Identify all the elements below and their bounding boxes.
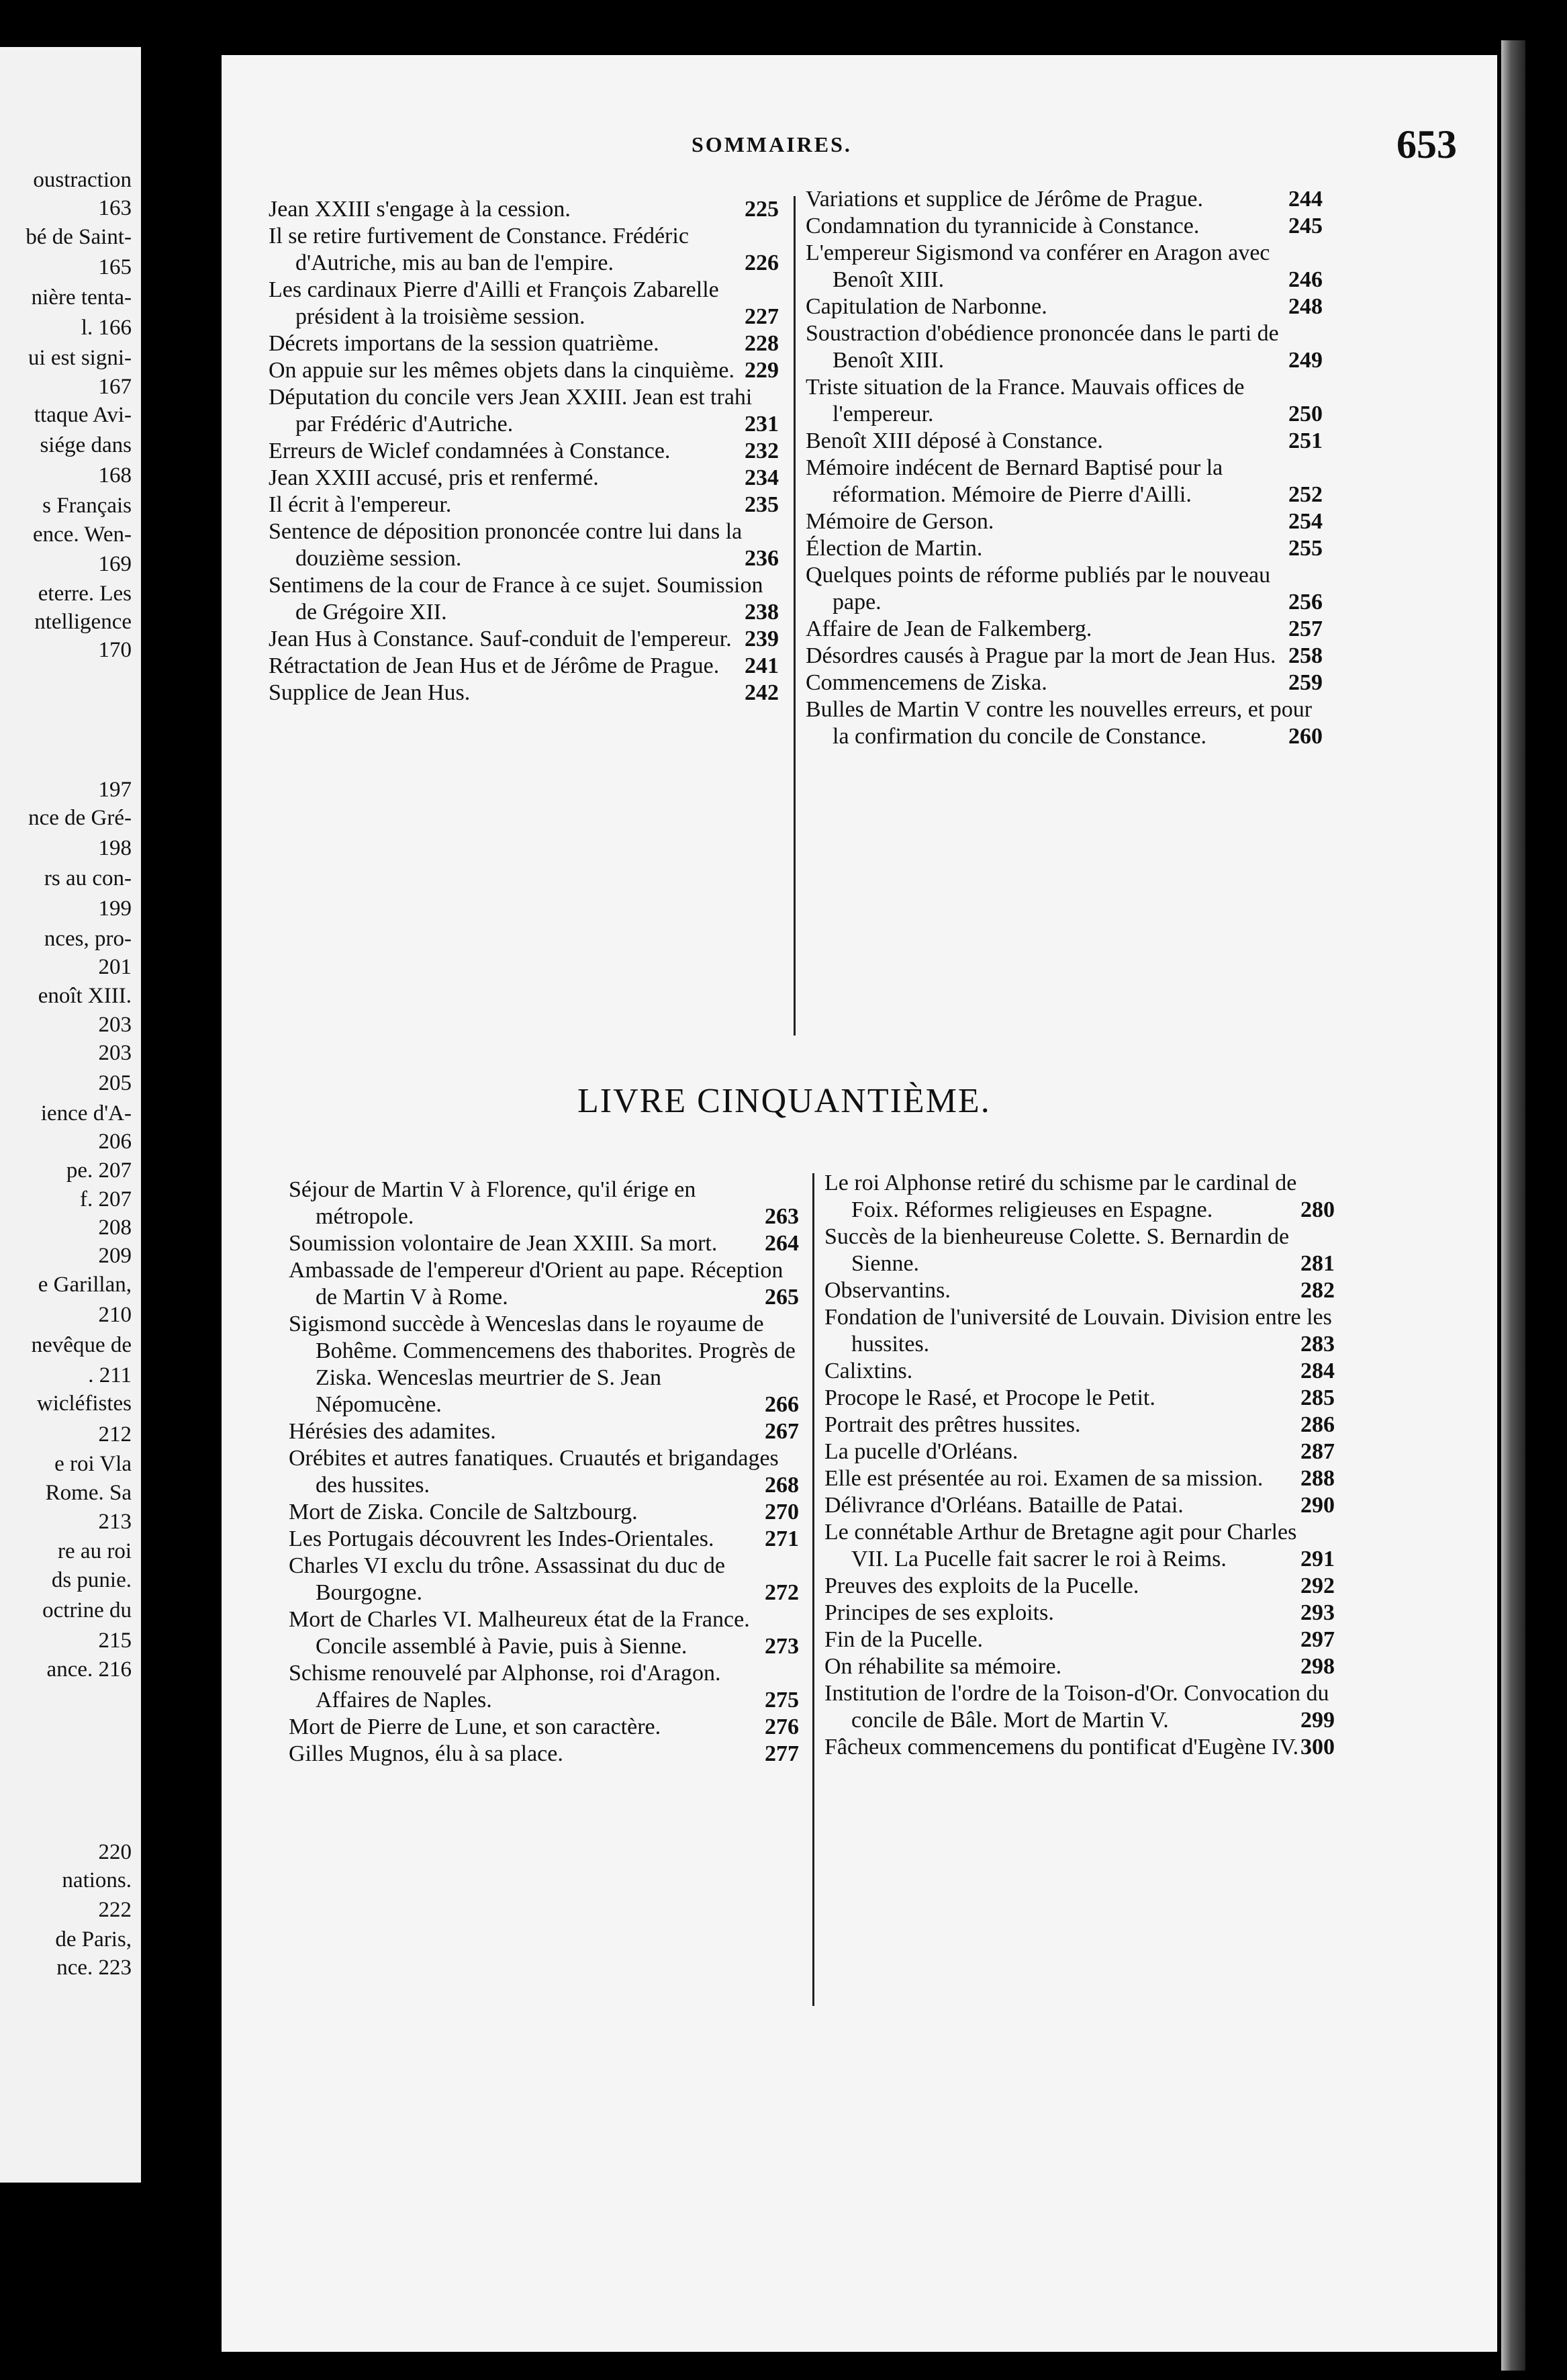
toc-entry-text: Preuves des exploits de la Pucelle.	[824, 1573, 1139, 1598]
facing-page-text: 209	[98, 1244, 132, 1268]
toc-entry-page: 245	[1288, 214, 1323, 238]
toc-entry-text: Succès de la bienheureuse Colette. S. Bernardin de Sienne.	[824, 1224, 1290, 1276]
toc-entry-text: Il se retire furtivement de Constance. Frédéric d'Autriche, mis au ban de l'empire.	[269, 224, 689, 275]
toc-entry-page: 268	[765, 1473, 799, 1498]
toc-entry	[269, 492, 779, 518]
toc-entry-page: 242	[745, 680, 779, 705]
facing-page-text: . 211	[88, 1363, 132, 1387]
toc-entry	[269, 626, 779, 653]
toc-entry-page: 236	[745, 546, 779, 571]
toc-entry-text: Sentimens de la cour de France à ce sujet. Soumission de Grégoire XII.	[269, 573, 763, 625]
toc-entry-page: 227	[745, 304, 779, 329]
book-title: LIVRE CINQUANTIÈME.	[577, 1082, 991, 1120]
toc-entry-page: 263	[765, 1204, 799, 1229]
toc-entry-text: Elle est présentée au roi. Examen de sa mission.	[824, 1466, 1264, 1491]
toc-entry-text: On appuie sur les mêmes objets dans la cinquième.	[269, 358, 734, 383]
toc-entry	[824, 1438, 1335, 1465]
toc-entry-text: Affaire de Jean de Falkemberg.	[806, 616, 1092, 641]
toc-entry	[269, 518, 779, 572]
toc-entry-text: Hérésies des adamites.	[289, 1419, 496, 1444]
toc-entry-page: 293	[1300, 1600, 1335, 1625]
toc-entry	[289, 1257, 799, 1311]
toc-entry-text: Mémoire indécent de Bernard Baptisé pour la réformation. Mémoire de Pierre d'Ailli.	[806, 455, 1223, 507]
page-header	[222, 122, 1497, 173]
facing-page-text: 165	[98, 255, 132, 279]
toc-entry-text: Le connétable Arthur de Bretagne agit pour Charles VII. La Pucelle fait sacrer le roi à Reims.	[824, 1520, 1297, 1571]
facing-page-text: f. 207	[80, 1187, 132, 1211]
toc-entry	[824, 1492, 1335, 1519]
toc-column-top-right	[806, 186, 1323, 750]
toc-entry-page: 284	[1300, 1359, 1335, 1383]
facing-page-text: 201	[98, 955, 132, 979]
facing-page-text: pe. 207	[66, 1158, 132, 1183]
toc-entry-page: 291	[1300, 1547, 1335, 1571]
facing-page-text: ance. 216	[46, 1657, 132, 1682]
toc-entry-page: 252	[1288, 482, 1323, 507]
toc-entry-text: Schisme renouvelé par Alphonse, roi d'Aragon. Affaires de Naples.	[289, 1661, 721, 1712]
toc-entry-page: 270	[765, 1500, 799, 1524]
toc-entry-text: Mort de Ziska. Concile de Saltzbourg.	[289, 1500, 638, 1524]
toc-entry-text: Condamnation du tyrannicide à Constance.	[806, 214, 1200, 238]
toc-entry-text: Calixtins.	[824, 1359, 913, 1383]
facing-page-text: ntelligence	[34, 610, 132, 634]
facing-page-text: 205	[98, 1071, 132, 1095]
toc-entry	[824, 1573, 1335, 1600]
toc-entry	[289, 1741, 799, 1768]
toc-entry-page: 231	[745, 412, 779, 437]
facing-page-text: 163	[98, 196, 132, 220]
toc-entry-text: Désordres causés à Prague par la mort de Jean Hus.	[806, 643, 1276, 668]
facing-page-text: ience d'A-	[40, 1101, 132, 1126]
toc-entry-page: 271	[765, 1526, 799, 1551]
toc-entry-page: 285	[1300, 1385, 1335, 1410]
toc-entry-text: Jean XXIII accusé, pris et renfermé.	[269, 465, 599, 490]
facing-page-text: wicléfistes	[36, 1391, 132, 1416]
toc-entry-page: 300	[1300, 1735, 1335, 1759]
toc-entry-text: Ambassade de l'empereur d'Orient au pape. Réception de Martin V à Rome.	[289, 1258, 784, 1310]
toc-entry-text: Le roi Alphonse retiré du schisme par le cardinal de Foix. Réformes religieuses en Espagne.	[824, 1171, 1297, 1222]
toc-entry	[806, 616, 1323, 643]
toc-entry-page: 229	[745, 358, 779, 383]
facing-page-text: nces, pro-	[44, 927, 132, 951]
facing-page-text: ui est signi-	[28, 346, 132, 370]
facing-page-text: 203	[98, 1041, 132, 1065]
toc-entry-text: On réhabilite sa mémoire.	[824, 1654, 1062, 1679]
toc-entry	[824, 1680, 1335, 1734]
toc-entry-text: Sigismond succède à Wenceslas dans le royaume de Bohême. Commencemens des thaborites. Progrès de Ziska. Wenceslas meurtrier de S. Jean Népomucène.	[289, 1312, 796, 1417]
toc-entry	[806, 508, 1323, 535]
toc-entry-page: 256	[1288, 590, 1323, 614]
facing-page-text: 210	[98, 1303, 132, 1327]
toc-entry	[806, 455, 1323, 508]
toc-entry-text: Les cardinaux Pierre d'Ailli et François Zabarelle président à la troisième session.	[269, 277, 719, 329]
facing-page-text: ttaque Avi-	[34, 403, 132, 427]
toc-entry-page: 249	[1288, 348, 1323, 373]
toc-entry-page: 259	[1288, 670, 1323, 695]
toc-entry-text: Charles VI exclu du trône. Assassinat du duc de Bourgogne.	[289, 1553, 725, 1605]
toc-entry-text: Délivrance d'Orléans. Bataille de Patai.	[824, 1493, 1184, 1518]
running-title: SOMMAIRES.	[692, 132, 852, 156]
facing-page-text: de Paris,	[55, 1927, 132, 1952]
facing-page-text: 212	[98, 1422, 132, 1447]
toc-entry	[806, 670, 1323, 696]
facing-page-text: eterre. Les	[38, 582, 132, 606]
facing-page-text: rs au con-	[44, 866, 132, 890]
toc-entry	[269, 196, 779, 223]
toc-entry	[269, 357, 779, 384]
toc-entry-text: Bulles de Martin V contre les nouvelles erreurs, et pour la confirmation du concile de Constance.	[806, 697, 1313, 749]
facing-page-text: e Garillan,	[38, 1273, 132, 1297]
toc-entry-text: Fâcheux commencemens du pontificat d'Eugène IV.	[824, 1735, 1299, 1759]
facing-page-text: Rome. Sa	[45, 1481, 132, 1505]
toc-entry-page: 244	[1288, 187, 1323, 212]
toc-entry-text: Les Portugais découvrent les Indes-Orientales.	[289, 1526, 714, 1551]
toc-entry-page: 225	[745, 197, 779, 222]
toc-entry-text: Rétractation de Jean Hus et de Jérôme de Prague.	[269, 653, 720, 678]
toc-entry-page: 286	[1300, 1412, 1335, 1437]
toc-entry-page: 297	[1300, 1627, 1335, 1652]
toc-entry	[824, 1412, 1335, 1438]
toc-entry	[289, 1230, 799, 1257]
toc-entry	[806, 186, 1323, 213]
toc-entry	[289, 1445, 799, 1499]
toc-entry-page: 241	[745, 653, 779, 678]
toc-entry-page: 282	[1300, 1278, 1335, 1303]
facing-page-text: ence. Wen-	[33, 522, 132, 547]
toc-entry-page: 273	[765, 1634, 799, 1659]
toc-entry-page: 232	[745, 439, 779, 463]
facing-page-text: nière tenta-	[31, 285, 132, 310]
toc-entry	[289, 1177, 799, 1230]
facing-page-text: 170	[98, 638, 132, 662]
toc-entry-page: 275	[765, 1688, 799, 1712]
toc-entry-text: Variations et supplice de Jérôme de Prague.	[806, 187, 1203, 212]
toc-entry	[806, 428, 1323, 455]
toc-entry	[824, 1653, 1335, 1680]
toc-entry-text: La pucelle d'Orléans.	[824, 1439, 1018, 1464]
toc-entry-page: 299	[1300, 1708, 1335, 1733]
toc-entry-page: 288	[1300, 1466, 1335, 1491]
facing-page-text: 222	[98, 1898, 132, 1922]
toc-entry-page: 283	[1300, 1332, 1335, 1357]
facing-page-text: re au roi	[58, 1539, 132, 1563]
toc-entry	[806, 240, 1323, 293]
toc-entry	[806, 562, 1323, 616]
toc-entry-text: Triste situation de la France. Mauvais offices de l'empereur.	[806, 375, 1245, 426]
toc-entry-page: 276	[765, 1714, 799, 1739]
facing-page-text: 167	[98, 375, 132, 399]
toc-entry-page: 298	[1300, 1654, 1335, 1679]
toc-entry	[289, 1606, 799, 1660]
toc-entry	[806, 213, 1323, 240]
toc-column-bottom-left	[289, 1177, 799, 1768]
toc-entry-page: 248	[1288, 294, 1323, 319]
toc-entry	[806, 696, 1323, 750]
toc-entry	[824, 1385, 1335, 1412]
toc-entry-page: 239	[745, 627, 779, 651]
toc-column-top-left	[269, 196, 779, 706]
facing-page-text: oustraction	[33, 168, 132, 192]
toc-entry	[289, 1311, 799, 1418]
toc-entry	[824, 1224, 1335, 1277]
toc-entry	[289, 1418, 799, 1445]
toc-entry-text: Principes de ses exploits.	[824, 1600, 1054, 1625]
toc-entry	[824, 1170, 1335, 1224]
toc-entry-page: 257	[1288, 616, 1323, 641]
toc-entry-text: Députation du concile vers Jean XXIII. Jean est trahi par Frédéric d'Autriche.	[269, 385, 753, 437]
toc-entry-text: Mémoire de Gerson.	[806, 509, 994, 534]
toc-entry	[269, 572, 779, 626]
facing-page-text: nations.	[62, 1868, 132, 1892]
toc-entry-page: 255	[1288, 536, 1323, 561]
facing-page-text: ds punie.	[51, 1568, 132, 1592]
facing-page-text: enoît XIII.	[38, 984, 132, 1008]
toc-entry-page: 290	[1300, 1493, 1335, 1518]
facing-page-text: 199	[98, 897, 132, 921]
toc-entry-page: 260	[1288, 724, 1323, 749]
toc-entry-page: 235	[745, 492, 779, 517]
toc-entry-page: 267	[765, 1419, 799, 1444]
toc-entry-text: Jean XXIII s'engage à la cession.	[269, 197, 571, 222]
toc-entry	[806, 293, 1323, 320]
toc-entry	[269, 680, 779, 706]
facing-page-text: 213	[98, 1510, 132, 1534]
toc-entry	[806, 320, 1323, 374]
facing-page-text: 197	[98, 778, 132, 802]
toc-entry-page: 254	[1288, 509, 1323, 534]
toc-entry	[269, 277, 779, 330]
facing-page-text: nce. 223	[56, 1956, 132, 1980]
toc-entry-text: Observantins.	[824, 1278, 951, 1303]
toc-entry-page: 226	[745, 250, 779, 275]
toc-entry-page: 281	[1300, 1251, 1335, 1276]
toc-entry	[824, 1519, 1335, 1573]
toc-entry-text: Institution de l'ordre de la Toison-d'Or. Convocation du concile de Bâle. Mort de Martin V.	[824, 1681, 1329, 1733]
toc-entry	[824, 1600, 1335, 1627]
book-fore-edge	[1501, 40, 1525, 2371]
toc-entry-text: Erreurs de Wiclef condamnées à Constance.	[269, 439, 671, 463]
toc-column-bottom-right	[824, 1170, 1335, 1761]
facing-page-text: 203	[98, 1013, 132, 1037]
toc-entry-text: Il écrit à l'empereur.	[269, 492, 452, 517]
toc-entry-text: Mort de Pierre de Lune, et son caractère.	[289, 1714, 661, 1739]
toc-entry	[824, 1304, 1335, 1358]
toc-entry-text: Quelques points de réforme publiés par le nouveau pape.	[806, 563, 1271, 614]
toc-entry	[289, 1714, 799, 1741]
toc-entry-text: Commencemens de Ziska.	[806, 670, 1047, 695]
toc-entry-page: 228	[745, 331, 779, 356]
toc-entry-page: 287	[1300, 1439, 1335, 1464]
facing-page-text: bé de Saint-	[26, 225, 132, 249]
toc-entry	[824, 1465, 1335, 1492]
page-number: 653	[1396, 122, 1457, 167]
toc-entry-text: Capitulation de Narbonne.	[806, 294, 1047, 319]
toc-entry-page: 266	[765, 1392, 799, 1417]
toc-entry	[806, 643, 1323, 670]
facing-page-text: l. 166	[81, 316, 132, 340]
toc-entry-page: 258	[1288, 643, 1323, 668]
toc-entry	[269, 384, 779, 438]
facing-page-text: nevêque de	[31, 1333, 132, 1357]
toc-entry	[824, 1277, 1335, 1304]
facing-page-text: 169	[98, 552, 132, 576]
toc-entry-text: Sentence de déposition prononcée contre lui dans la douzième session.	[269, 519, 743, 571]
toc-entry	[824, 1627, 1335, 1653]
facing-page-text: s Français	[42, 494, 132, 518]
toc-entry-page: 277	[765, 1741, 799, 1766]
toc-entry-text: Benoît XIII déposé à Constance.	[806, 428, 1103, 453]
toc-entry	[289, 1660, 799, 1714]
toc-entry-page: 250	[1288, 402, 1323, 426]
toc-entry-page: 238	[745, 600, 779, 625]
toc-entry-page: 251	[1288, 428, 1323, 453]
toc-entry-page: 265	[765, 1285, 799, 1310]
toc-entry-text: Fondation de l'université de Louvain. Division entre les hussites.	[824, 1305, 1332, 1357]
toc-entry-text: Jean Hus à Constance. Sauf-conduit de l'empereur.	[269, 627, 732, 651]
toc-entry-text: Mort de Charles VI. Malheureux état de la France. Concile assemblé à Pavie, puis à Sienne.	[289, 1607, 750, 1659]
toc-entry-page: 272	[765, 1580, 799, 1605]
toc-entry-text: Fin de la Pucelle.	[824, 1627, 984, 1652]
facing-page-text: e roi Vla	[54, 1452, 132, 1476]
toc-entry-page: 234	[745, 465, 779, 490]
toc-entry	[289, 1526, 799, 1553]
toc-entry	[806, 535, 1323, 562]
toc-entry	[269, 223, 779, 277]
toc-entry	[269, 465, 779, 492]
toc-entry	[824, 1734, 1335, 1761]
facing-page-fragment	[0, 47, 141, 2183]
column-divider	[812, 1173, 814, 2006]
facing-page-text: 208	[98, 1216, 132, 1240]
toc-entry	[289, 1499, 799, 1526]
toc-entry	[289, 1553, 799, 1606]
toc-entry-page: 292	[1300, 1573, 1335, 1598]
toc-entry-text: Orébites et autres fanatiques. Cruautés et brigandages des hussites.	[289, 1446, 779, 1498]
toc-entry-text: L'empereur Sigismond va conférer en Aragon avec Benoît XIII.	[806, 240, 1270, 292]
facing-page-text: 206	[98, 1130, 132, 1154]
facing-page-text: octrine du	[42, 1598, 132, 1622]
toc-entry-text: Soumission volontaire de Jean XXIII. Sa mort.	[289, 1231, 718, 1256]
facing-page-text: 168	[98, 463, 132, 488]
column-divider	[794, 196, 796, 1036]
toc-entry	[269, 653, 779, 680]
toc-entry-text: Supplice de Jean Hus.	[269, 680, 471, 705]
facing-page-text: siége dans	[40, 433, 132, 457]
toc-entry-text: Soustraction d'obédience prononcée dans le parti de Benoît XIII.	[806, 321, 1279, 373]
toc-entry-text: Décrets importans de la session quatrième.	[269, 331, 659, 356]
toc-entry-page: 246	[1288, 267, 1323, 292]
facing-page-text: 220	[98, 1840, 132, 1864]
toc-entry	[269, 438, 779, 465]
page	[222, 55, 1497, 2352]
facing-page-text: 215	[98, 1629, 132, 1653]
toc-entry	[806, 374, 1323, 428]
toc-entry-text: Élection de Martin.	[806, 536, 983, 561]
toc-entry	[824, 1358, 1335, 1385]
facing-page-text: nce de Gré-	[28, 806, 132, 830]
toc-entry-text: Portrait des prêtres hussites.	[824, 1412, 1081, 1437]
toc-entry-text: Gilles Mugnos, élu à sa place.	[289, 1741, 563, 1766]
toc-entry-text: Séjour de Martin V à Florence, qu'il érige en métropole.	[289, 1177, 696, 1229]
toc-entry	[269, 330, 779, 357]
toc-entry-page: 280	[1300, 1197, 1335, 1222]
facing-page-text: 198	[98, 836, 132, 860]
toc-entry-text: Procope le Rasé, et Procope le Petit.	[824, 1385, 1155, 1410]
toc-entry-page: 264	[765, 1231, 799, 1256]
